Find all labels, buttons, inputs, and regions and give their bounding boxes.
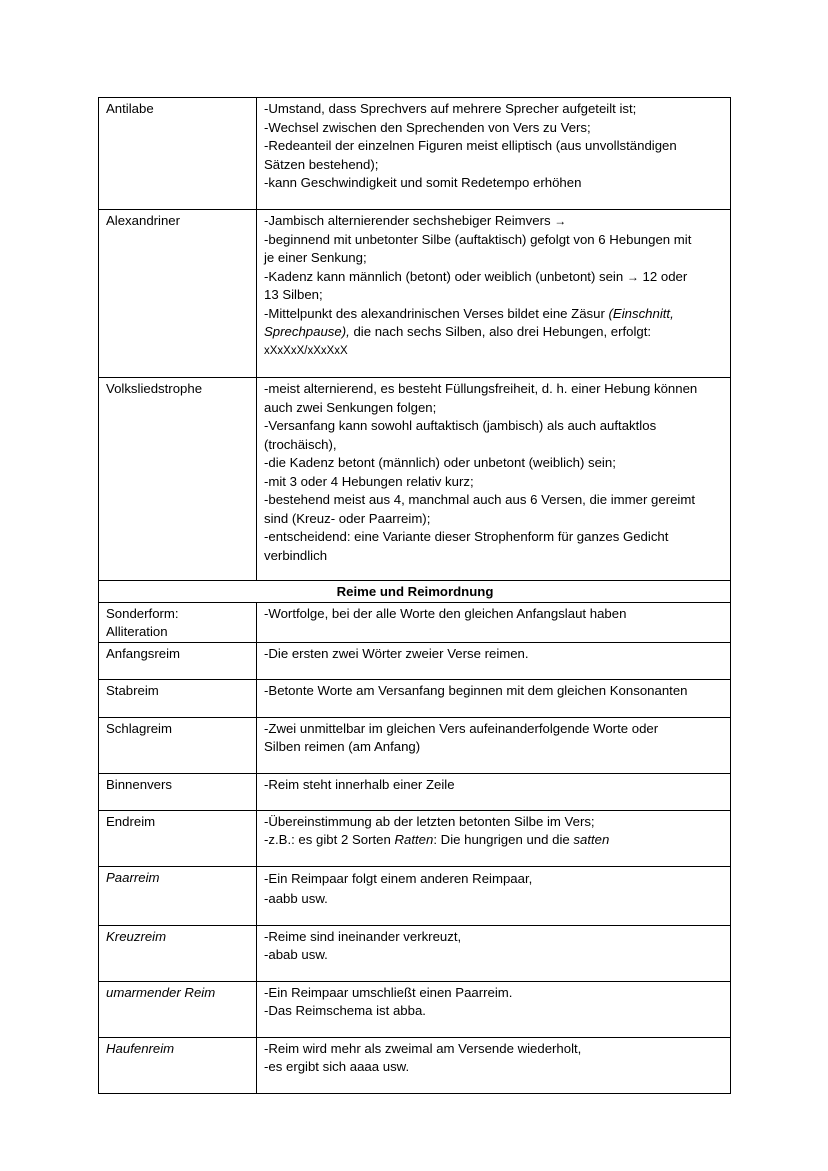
term-cell: Endreim xyxy=(99,810,257,866)
definition-line: -bestehend meist aus 4, manchmal auch aus 6 Versen, die immer gereimt xyxy=(264,492,696,507)
definition-cell xyxy=(257,679,731,717)
section-heading: Reime und Reimordnung xyxy=(99,581,731,603)
definition-cell xyxy=(257,642,731,679)
term-cell: Alexandriner xyxy=(99,210,257,378)
definition-line: -abab usw. xyxy=(264,947,328,962)
term-cell: Anfangsreim xyxy=(99,642,257,679)
definition-line: -Redeanteil der einzelnen Figuren meist elliptisch (aus unvollständigen xyxy=(264,138,677,153)
term-line: Sonderform: xyxy=(106,605,179,621)
definition-cell xyxy=(257,717,731,773)
arrow-right-icon: → xyxy=(554,214,567,228)
definition-line: sind (Kreuz- oder Paarreim); xyxy=(264,510,431,526)
definition-line: auch zwei Senkungen folgen; xyxy=(264,399,437,415)
definition-line: -Reim steht innerhalb einer Zeile xyxy=(264,776,455,792)
definition-line: Sätzen bestehend); xyxy=(264,156,379,172)
table-row-paarreim xyxy=(99,866,731,925)
definition-line: -Ein Reimpaar folgt einem anderen Reimpaar, xyxy=(264,870,533,886)
table-row-anfangsreim xyxy=(99,642,731,679)
definition-line: -entscheidend: eine Variante dieser Strophenform für ganzes Gedicht xyxy=(264,529,669,544)
definition-line: 12 oder xyxy=(642,268,688,284)
term-cell: Kreuzreim xyxy=(99,925,257,981)
definition-line: : Die hungrigen und die xyxy=(433,832,570,847)
definition-line: -z.B.: es gibt 2 Sorten xyxy=(264,832,391,847)
definition-cell xyxy=(257,602,731,642)
definition-cell xyxy=(257,925,731,981)
definition-line: 13 Silben; xyxy=(264,287,323,302)
meter-scheme: xXxXxX/xXxXxX xyxy=(264,344,348,357)
definition-line: -Zwei unmittelbar im gleichen Vers aufeinanderfolgende Worte oder xyxy=(264,720,659,736)
definition-line: -kann Geschwindigkeit und somit Redetempo erhöhen xyxy=(264,175,582,190)
table-row-binnenvers xyxy=(99,773,731,810)
definition-line: -Das Reimschema ist abba. xyxy=(264,1003,426,1018)
table-row-antilabe xyxy=(99,98,731,210)
definition-line: -mit 3 oder 4 Hebungen relativ kurz; xyxy=(264,473,474,489)
definition-line: -Jambisch alternierender sechshebiger Reimvers xyxy=(264,213,551,228)
table-row-alliteration xyxy=(99,602,731,642)
definition-line: -Übereinstimmung ab der letzten betonten Silbe im Vers; xyxy=(264,813,595,829)
definition-line: (trochäisch), xyxy=(264,436,337,452)
term-cell: Paarreim xyxy=(99,866,257,925)
term-cell: Haufenreim xyxy=(99,1037,257,1093)
definition-line: Silben reimen (am Anfang) xyxy=(264,739,421,754)
definition-line: -Kadenz kann männlich (betont) oder weiblich (unbetont) sein xyxy=(264,268,624,284)
table-row-alexandriner xyxy=(99,210,731,378)
term-cell: umarmender Reim xyxy=(99,981,257,1037)
definition-line: -Reime sind ineinander verkreuzt, xyxy=(264,928,462,944)
definition-cell xyxy=(257,773,731,810)
table-row-volksliedstrophe xyxy=(99,378,731,581)
glossary-table xyxy=(98,97,731,1094)
term-cell xyxy=(99,602,257,642)
definition-line: je einer Senkung; xyxy=(264,250,367,265)
table-row-stabreim xyxy=(99,679,731,717)
table-row-kreuzreim xyxy=(99,925,731,981)
definition-line: -Die ersten zwei Wörter zweier Verse reimen. xyxy=(264,645,529,661)
definition-line: -Ein Reimpaar umschließt einen Paarreim. xyxy=(264,984,513,1000)
definition-line: -aabb usw. xyxy=(264,890,328,906)
term-cell: Schlagreim xyxy=(99,717,257,773)
term-line: Alliteration xyxy=(106,624,168,639)
table-row-endreim xyxy=(99,810,731,866)
definition-line: -Reim wird mehr als zweimal am Versende wiederholt, xyxy=(264,1040,582,1056)
term-cell: Volksliedstrophe xyxy=(99,378,257,581)
definition-cell xyxy=(257,810,731,866)
term-cell: Binnenvers xyxy=(99,773,257,810)
section-heading-row xyxy=(99,581,731,603)
definition-emphasis: Ratten xyxy=(394,832,434,847)
definition-cell xyxy=(257,98,731,210)
definition-line: verbindlich xyxy=(264,547,328,563)
definition-line: -beginnend mit unbetonter Silbe (auftaktisch) gefolgt von 6 Hebungen mit xyxy=(264,231,692,247)
definition-cell xyxy=(257,210,731,378)
definition-line: -Betonte Worte am Versanfang beginnen mit dem gleichen Konsonanten xyxy=(264,682,688,698)
definition-cell xyxy=(257,378,731,581)
definition-cell xyxy=(257,1037,731,1093)
definition-emphasis: (Einschnitt, xyxy=(608,305,674,321)
definition-cell xyxy=(257,981,731,1037)
definition-line: -Umstand, dass Sprechvers auf mehrere Sprecher aufgeteilt ist; xyxy=(264,101,637,116)
term-cell: Stabreim xyxy=(99,679,257,717)
term-cell: Antilabe xyxy=(99,98,257,210)
definition-line: die nach sechs Silben, also drei Hebungen, erfolgt: xyxy=(353,324,652,339)
table-row-umarmender-reim xyxy=(99,981,731,1037)
definition-line: -meist alternierend, es besteht Füllungsfreiheit, d. h. einer Hebung können xyxy=(264,381,698,396)
definition-line: -es ergibt sich aaaa usw. xyxy=(264,1059,410,1074)
table-row-schlagreim xyxy=(99,717,731,773)
definition-emphasis: Sprechpause), xyxy=(264,324,350,339)
definition-line: -Versanfang kann sowohl auftaktisch (jambisch) als auch auftaktlos xyxy=(264,418,657,433)
definition-line: -Wortfolge, bei der alle Worte den gleichen Anfangslaut haben xyxy=(264,605,627,621)
definition-cell xyxy=(257,866,731,925)
arrow-right-icon: → xyxy=(626,269,639,284)
definition-emphasis: satten xyxy=(573,832,610,847)
definition-line: -Wechsel zwischen den Sprechenden von Vers zu Vers; xyxy=(264,119,591,135)
definition-line: -die Kadenz betont (männlich) oder unbetont (weiblich) sein; xyxy=(264,455,616,470)
table-row-haufenreim xyxy=(99,1037,731,1093)
definition-line: -Mittelpunkt des alexandrinischen Verses bildet eine Zäsur xyxy=(264,305,605,321)
